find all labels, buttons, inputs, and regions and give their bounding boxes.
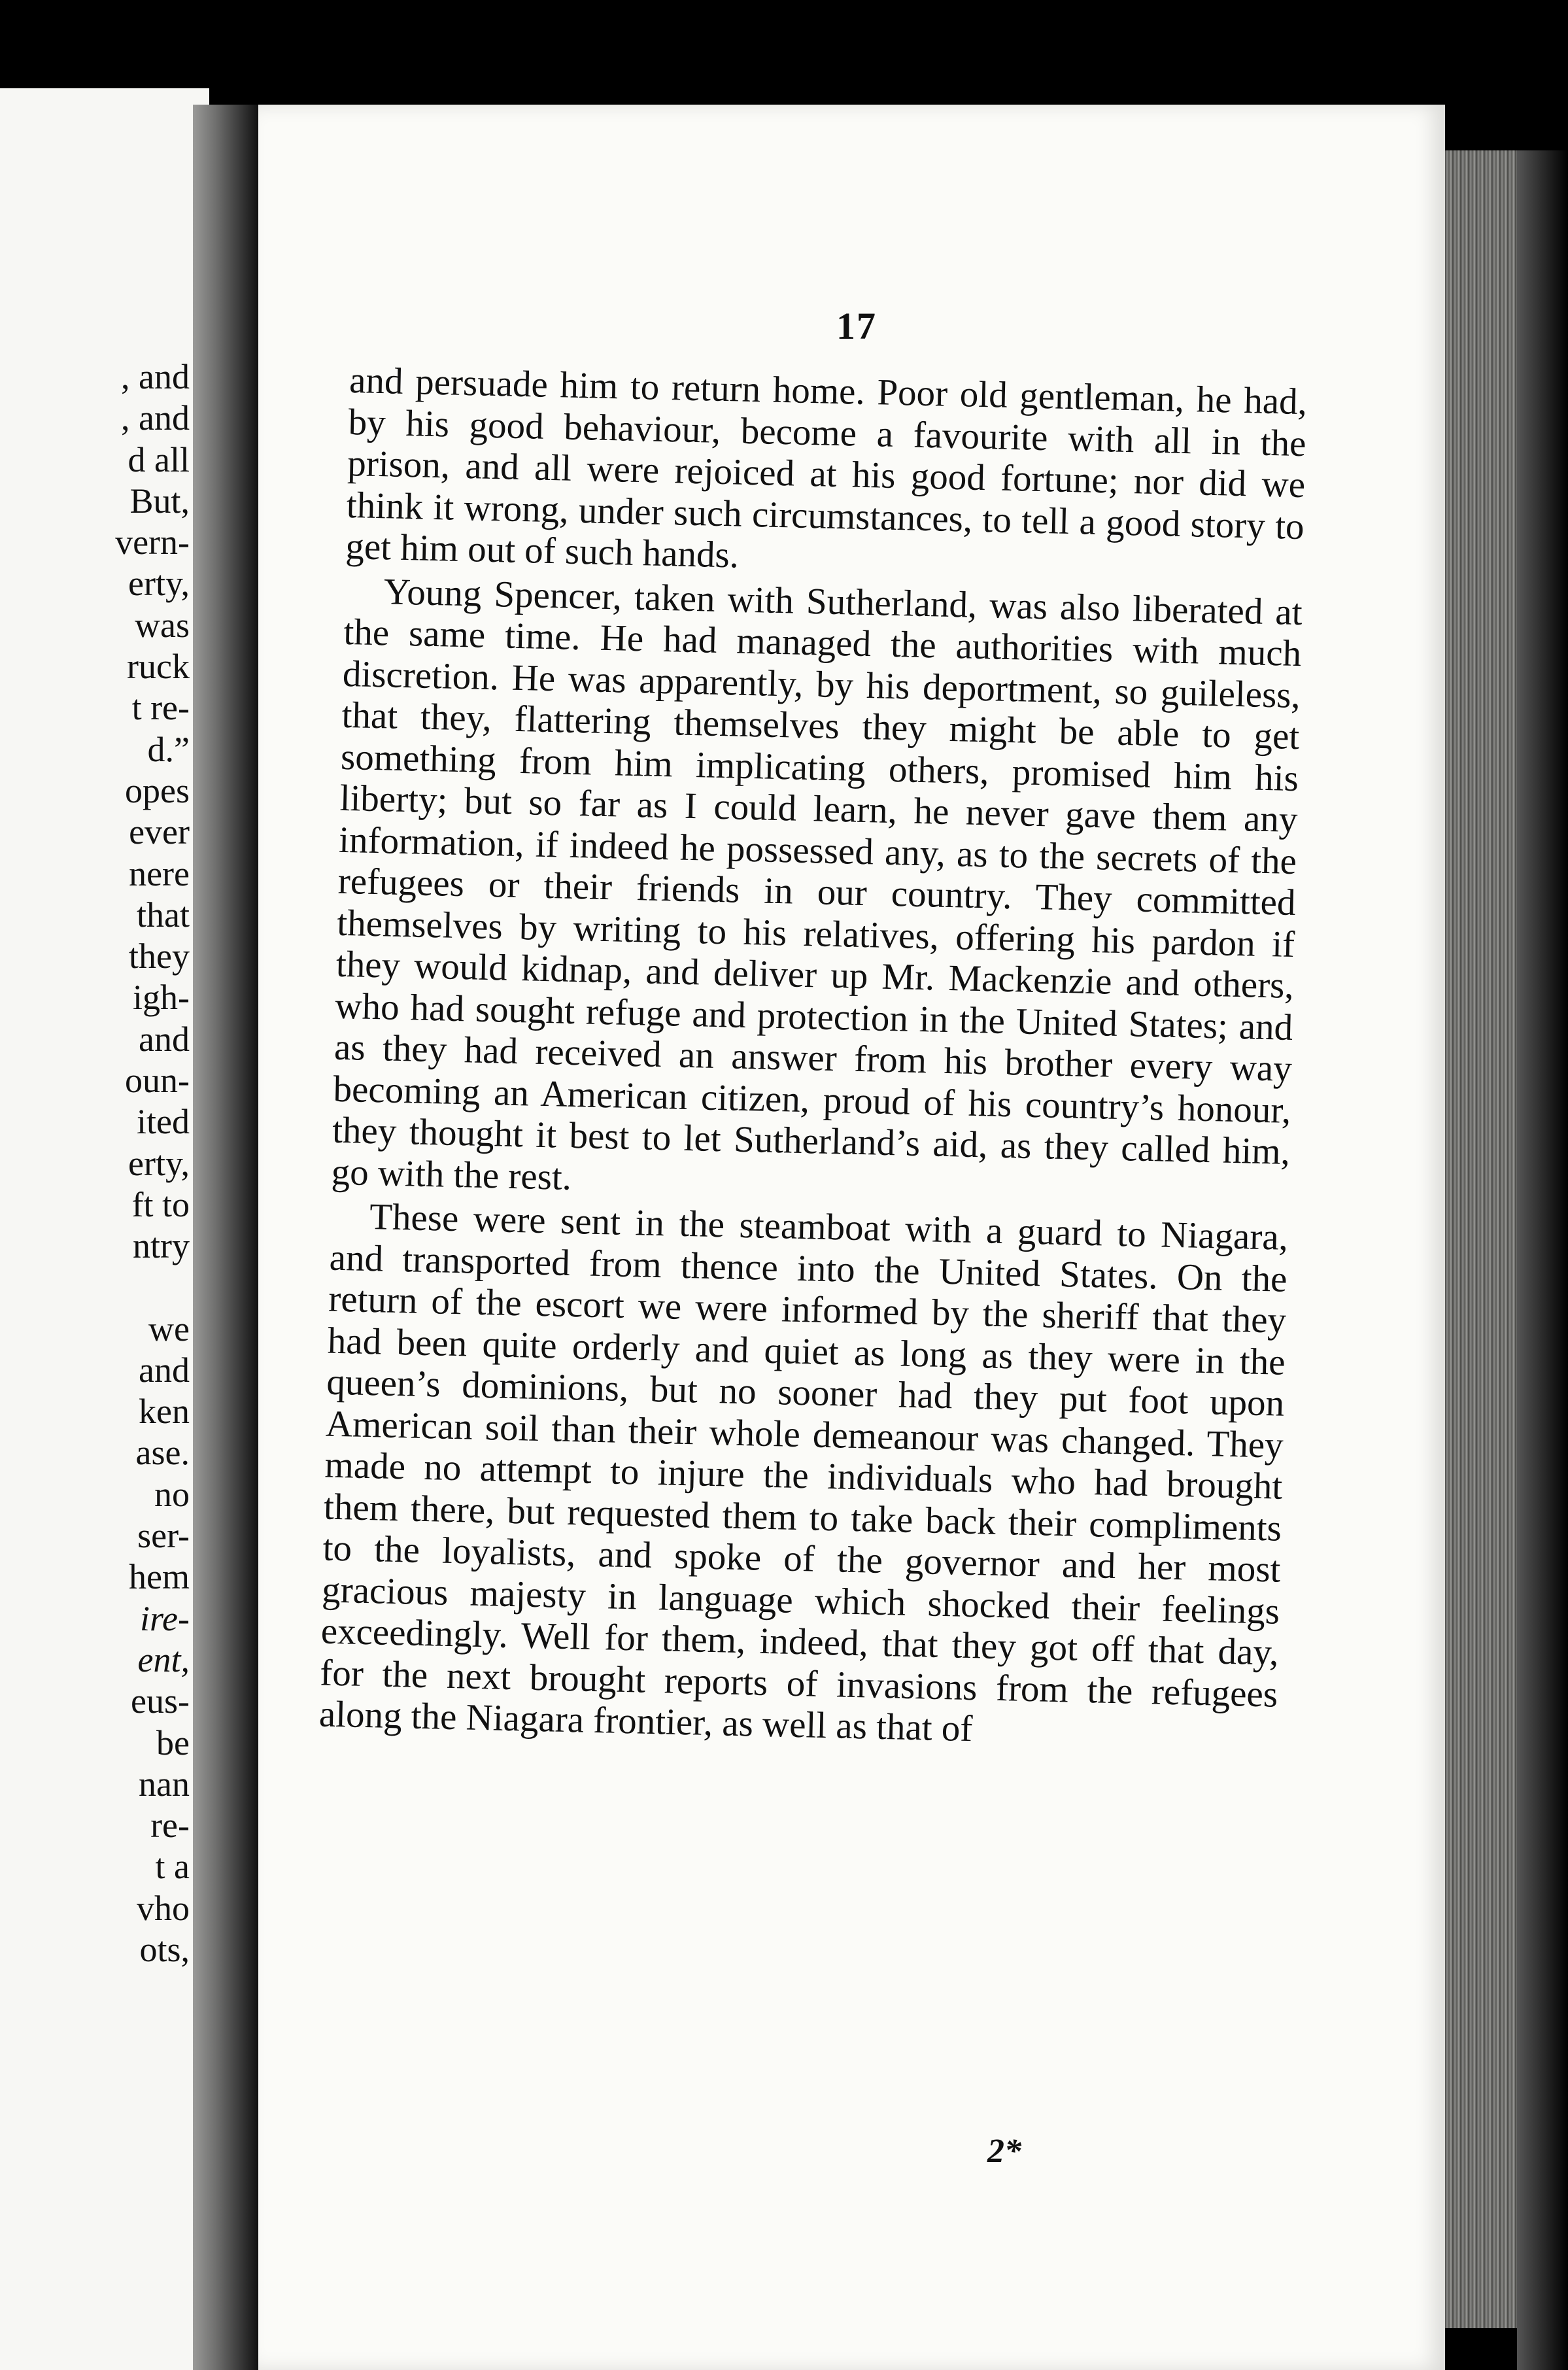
- previous-page-fragment: igh-: [133, 978, 190, 1018]
- previous-page-fragment: ited: [137, 1102, 190, 1142]
- book-edge-shadow: [1517, 150, 1568, 2370]
- page-body-text: [318, 360, 1307, 1759]
- paragraph-1: and persuade him to return home. Poor old gentleman, he had, by his good behaviour, become a favourite with all in the prison, and all were rejoiced at his good fortune; nor did we think it wrong, under such circumstances, to tell a good story to get him out of such hands.: [345, 360, 1308, 576]
- signature-mark: 2*: [987, 2133, 1021, 2170]
- previous-page-fragment: ken: [139, 1392, 190, 1432]
- previous-page-fragment: But,: [129, 481, 190, 521]
- previous-page-fragment: no: [154, 1474, 190, 1514]
- previous-page-fragment: ruck: [127, 647, 190, 687]
- previous-page-text-fragments: [0, 356, 190, 1970]
- book-page: [258, 105, 1445, 2370]
- previous-page-fragment: ntry: [133, 1226, 190, 1266]
- previous-page-fragment: d all: [128, 439, 190, 479]
- previous-page-fragment: erty,: [128, 564, 190, 604]
- previous-page-fragment: vern-: [115, 523, 190, 562]
- page-number: 17: [836, 305, 877, 347]
- previous-page-fragment: ent,: [137, 1640, 190, 1679]
- previous-page-fragment: t re-: [131, 688, 190, 728]
- previous-page-fragment: ser-: [137, 1516, 190, 1556]
- previous-page-fragment: , and: [121, 398, 190, 438]
- previous-page-fragment: erty,: [128, 1143, 190, 1183]
- previous-page-fragment: and: [139, 1350, 190, 1390]
- paragraph-3: These were sent in the steamboat with a guard to Niagara, and transported from thence into the United States. On the return of the escort we were informed by the sheriff that they had been quite orderly and quiet as long as they were in the queen’s dominions, but no sooner had they put foot upon American soil than their whole demeanour was changed. They made no attempt to injure the individuals who had brought them there, but requested them to take back their compliments to the loyalists, and spoke of the governor and her most gracious majesty in language which shocked their feelings exceedingly. Well for them, indeed, that they got off that day, for the next brought reports of invasions from the refugees along the Niagara frontier, as well as that of: [318, 1196, 1289, 1750]
- book-gutter: [193, 105, 258, 2370]
- previous-page-fragment: nere: [129, 853, 190, 893]
- previous-page-fragment: , and: [121, 357, 190, 396]
- previous-page-fragment: hem: [129, 1557, 190, 1597]
- previous-page-fragment: d.”: [147, 729, 190, 769]
- previous-page-fragment: oun-: [125, 1061, 190, 1101]
- previous-page-fragment: ase.: [135, 1433, 190, 1473]
- previous-page-fragment: eus-: [131, 1681, 190, 1721]
- previous-page-fragment: ft to: [131, 1184, 190, 1224]
- previous-page-fragment: ots,: [139, 1929, 190, 1969]
- previous-page-fragment: vho: [137, 1888, 190, 1928]
- previous-page-fragment: ever: [129, 812, 190, 852]
- previous-page-fragment: re-: [150, 1806, 190, 1846]
- previous-page-fragment: and: [139, 1019, 190, 1059]
- previous-page-fragment: t a: [155, 1847, 190, 1887]
- previous-page-fragment: that: [137, 895, 190, 935]
- previous-page-fragment: be: [156, 1723, 190, 1762]
- previous-page-fragment: ire-: [140, 1598, 190, 1638]
- previous-page-fragment: we: [148, 1309, 190, 1348]
- previous-page-fragment: they: [129, 936, 190, 976]
- previous-page-fragment: nan: [139, 1764, 190, 1804]
- previous-page: [0, 88, 209, 2370]
- previous-page-fragment: opes: [125, 770, 190, 810]
- previous-page-fragment: was: [135, 605, 190, 645]
- paragraph-2: Young Spencer, taken with Sutherland, was also liberated at the same time. He had managed the authorities with much discretion. He was apparently, by his deportment, so guileless, that they, flattering themselves they might be able to get something from him implicating others, promised him his liberty; but so far as I could learn, he never gave them any information, if indeed he possessed any, as to the secrets of the refugees or their friends in our country. They committed themselves by writing to his relatives, offering his pardon if they would kidnap, and deliver up Mr. Mackenzie and others, who had sought refuge and protection in the United States; and as they had received an answer from his brother every way becoming an American citizen, proud of his country’s honour, they thought it best to let Sutherland’s aid, as they called him, go with the rest.: [331, 570, 1303, 1198]
